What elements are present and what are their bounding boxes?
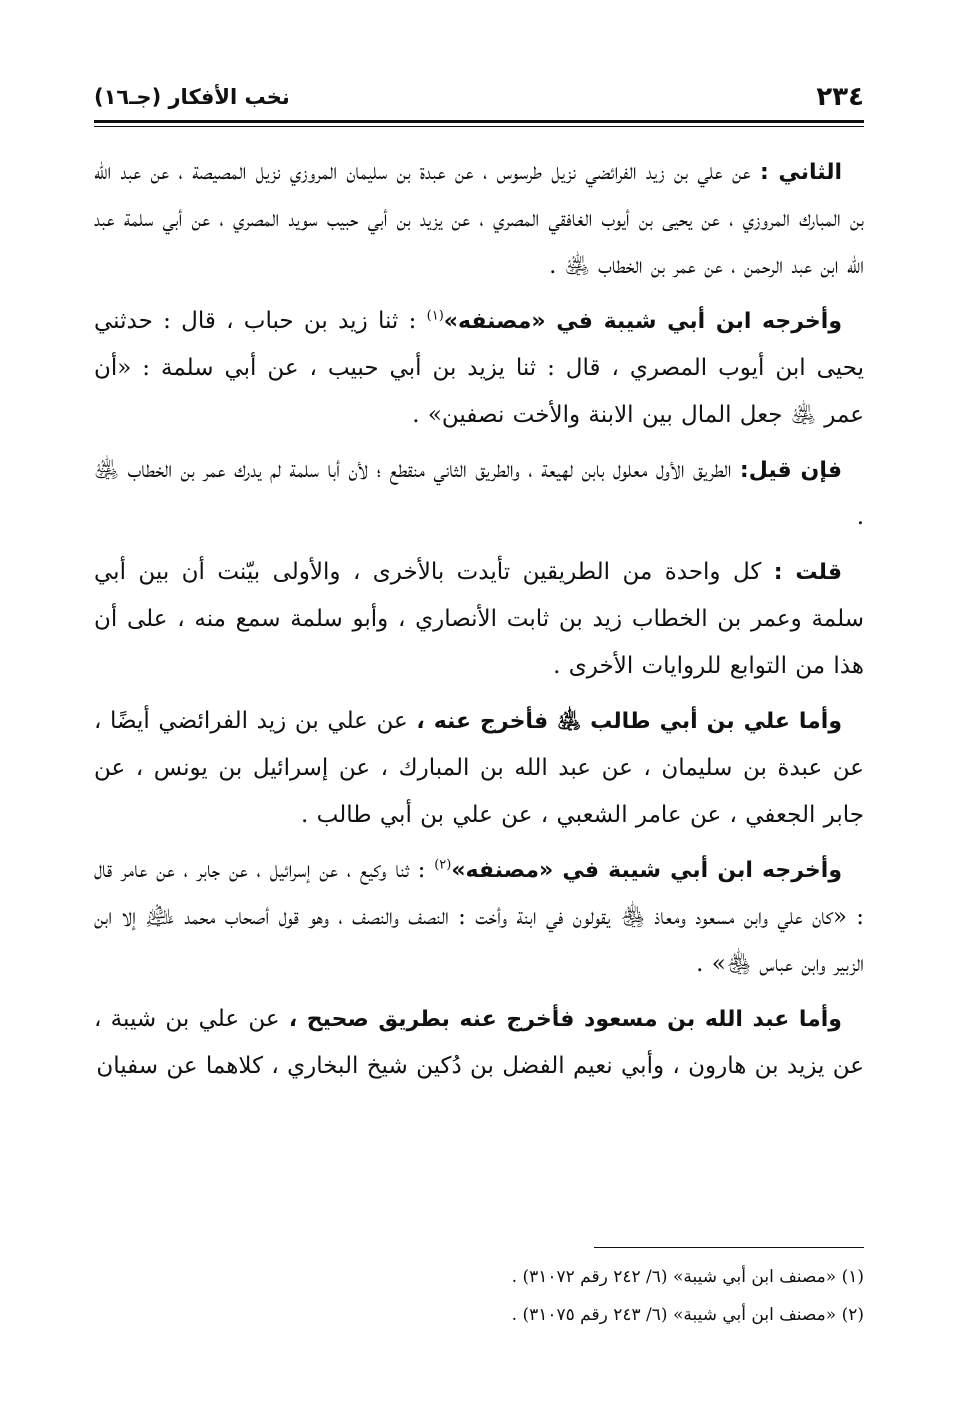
footnote-1: (١) «مصنف ابن أبي شيبة» (٦/ ٢٤٢ رقم ٣١٠٧٢) .	[511, 1267, 864, 1287]
paragraph-lead: وأخرجه ابن أبي شيبة في «مصنفه»	[443, 309, 842, 334]
header-rule-thick	[94, 120, 864, 123]
paragraph-text: عن علي بن زيد الفرائضي نزيل طرسوس ، عن عبدة بن سليمان المروزي نزيل المصيصة ، عن عبد الله بن المبارك المروزي ، عن يحيى بن أيوب الغافقي المصري ، عن يزيد بن أبي حبيب سويد المصري ، عن أبي سلمة عبد الله ابن عبد الرحمن ، عن عمر بن الخطاب ﵁ .	[94, 159, 864, 279]
page-number: ٢٣٤	[816, 82, 864, 112]
paragraph-ibn-abi-shayba-1	[94, 298, 864, 439]
paragraph-text: الطريق الأول معلول بابن لهيعة ، والطريق الثاني منقطع ؛ لأن أبا سلمة لم يدرك عمر بن الخطاب ﵁ .	[94, 457, 864, 530]
paragraph-lead: وأخرجه ابن أبي شيبة في «مصنفه»	[451, 858, 843, 883]
paragraph-ibn-masud	[94, 996, 864, 1090]
paragraph-text: : ثنا زيد بن حباب ، قال : حدثني يحيى ابن أيوب المصري ، قال : ثنا يزيد بن أبي حبيب ، عن أبي سلمة : «أن عمر ﵁ جعل المال بين الابنة والأخت نصفين» .	[94, 308, 864, 428]
paragraph-objection	[94, 447, 864, 541]
body-text	[94, 149, 864, 1090]
footnote-ref-1: (١)	[426, 308, 444, 324]
paragraph-text: كل واحدة من الطريقين تأيدت بالأخرى ، والأولى بيّنت أن بين أبي سلمة وعمر بن الخطاب زيد بن ثابت الأنصاري ، وأبو سلمة سمع منه ، على أن هذا من التوابع للروايات الأخرى .	[94, 559, 864, 679]
footnote-ref-2: (٢)	[434, 857, 452, 873]
paragraph-lead: وأما عبد الله بن مسعود فأخرج عنه بطريق صحيح ،	[288, 1007, 842, 1032]
page-header	[94, 70, 864, 112]
paragraph-lead: الثاني :	[760, 160, 842, 185]
paragraph-text: عن علي بن زيد الفرائضي أيضًا ، عن عبدة بن سليمان ، عن عبد الله بن المبارك ، عن إسرائيل بن يونس ، عن جابر الجعفي ، عن عامر الشعبي ، عن علي بن أبي طالب .	[94, 708, 864, 828]
paragraph-response	[94, 549, 864, 690]
footnotes	[94, 1258, 864, 1334]
paragraph-lead: قلت :	[773, 560, 842, 585]
paragraph-text: عن علي بن شيبة ، عن يزيد بن هارون ، وأبي نعيم الفضل بن دُكين شيخ البخاري ، كلاهما عن سفيان	[94, 1006, 864, 1079]
book-page	[94, 70, 864, 1370]
footnote-rule	[594, 1247, 864, 1248]
paragraph-lead: وأما علي بن أبي طالب ﵁ فأخرج عنه ،	[416, 709, 842, 734]
paragraph-lead: فإن قيل:	[739, 458, 842, 483]
header-rule-thin	[94, 126, 864, 127]
paragraph-text: : ثنا وكيع ، عن إسرائيل ، عن جابر ، عن عامر قال : «كان علي وابن مسعود ومعاذ ﵃ يقولون في ابنة وأخت : النصف والنصف ، وهو قول أصحاب محمد ﵇ إلا ابن الزبير وابن عباس ﵃» .	[94, 857, 864, 977]
footnote-2: (٢) «مصنف ابن أبي شيبة» (٦/ ٢٤٣ رقم ٣١٠٧٥) .	[511, 1305, 864, 1325]
paragraph-second-chain	[94, 149, 864, 290]
running-title: نخب الأفكار (جـ١٦)	[94, 85, 290, 109]
paragraph-ibn-abi-shayba-2	[94, 847, 864, 988]
paragraph-ali-ibn-abi-talib	[94, 698, 864, 839]
